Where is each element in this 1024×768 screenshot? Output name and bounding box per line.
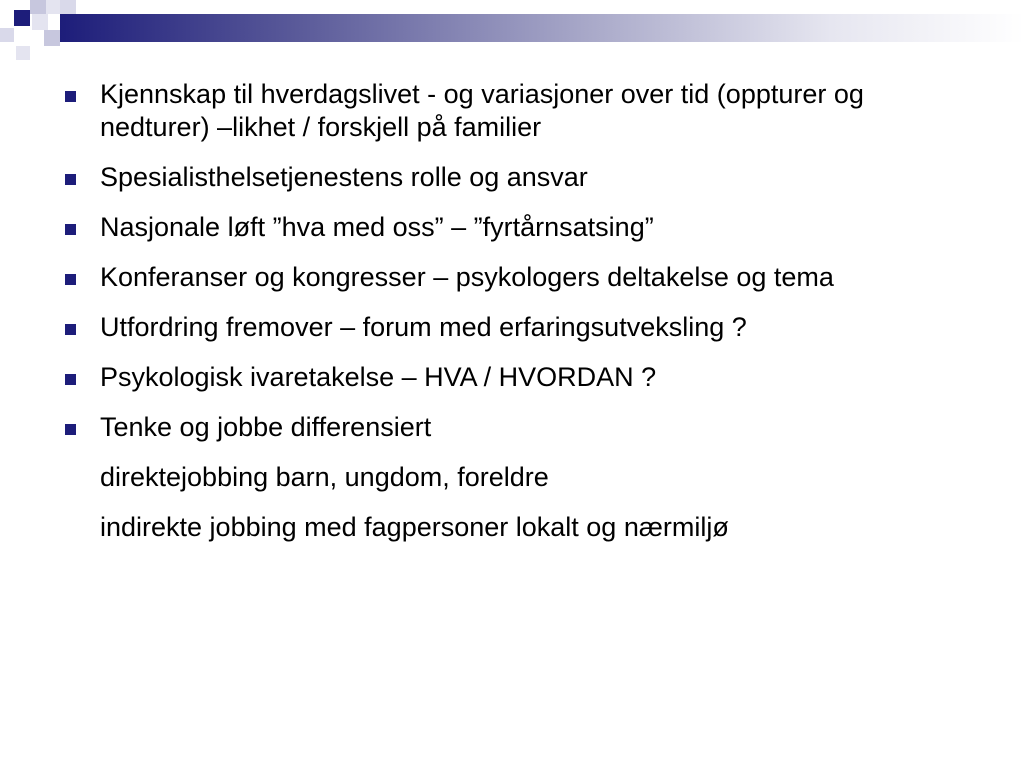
decor-square bbox=[60, 0, 76, 14]
square-bullet-icon bbox=[65, 324, 76, 335]
decor-square bbox=[14, 10, 30, 26]
bullet-item bbox=[62, 161, 962, 194]
square-bullet-icon bbox=[65, 424, 76, 435]
decor-square bbox=[32, 14, 48, 30]
bullet-text: Spesialisthelsetjenestens rolle og ansvar bbox=[100, 162, 588, 192]
decor-square bbox=[0, 28, 14, 42]
bullet-list bbox=[62, 78, 962, 444]
bullet-item bbox=[62, 311, 962, 344]
bullet-item bbox=[62, 211, 962, 244]
decor-square bbox=[44, 30, 60, 46]
slide-content bbox=[62, 78, 962, 561]
square-bullet-icon bbox=[65, 274, 76, 285]
bullet-item bbox=[62, 78, 962, 144]
bullet-text: Nasjonale løft ”hva med oss” – ”fyrtårnsatsing” bbox=[100, 212, 654, 242]
bullet-item bbox=[62, 261, 962, 294]
gradient-header-bar bbox=[60, 14, 1024, 42]
bullet-text: Psykologisk ivaretakelse – HVA / HVORDAN ? bbox=[100, 362, 657, 392]
decor-square bbox=[0, 0, 14, 14]
bullet-text: Tenke og jobbe differensiert bbox=[100, 412, 432, 442]
square-bullet-icon bbox=[65, 374, 76, 385]
bullet-item bbox=[62, 411, 962, 444]
bullet-text: Utfordring fremover – forum med erfaringsutveksling ? bbox=[100, 312, 747, 342]
bullet-text: Konferanser og kongresser – psykologers deltakelse og tema bbox=[100, 262, 834, 292]
decor-square bbox=[30, 0, 46, 14]
square-bullet-icon bbox=[65, 91, 76, 102]
square-bullet-icon bbox=[65, 174, 76, 185]
decor-square bbox=[46, 0, 60, 14]
square-bullet-icon bbox=[65, 224, 76, 235]
sub-line-direct: direktejobbing barn, ungdom, foreldre bbox=[100, 462, 549, 492]
bullet-text: Kjennskap til hverdagslivet - og variasjoner over tid (oppturer og nedturer) –likhet / forskjell på familier bbox=[100, 79, 864, 142]
sub-line-indirect: indirekte jobbing med fagpersoner lokalt og nærmiljø bbox=[100, 512, 729, 542]
decor-square bbox=[16, 46, 30, 60]
bullet-item bbox=[62, 361, 962, 394]
